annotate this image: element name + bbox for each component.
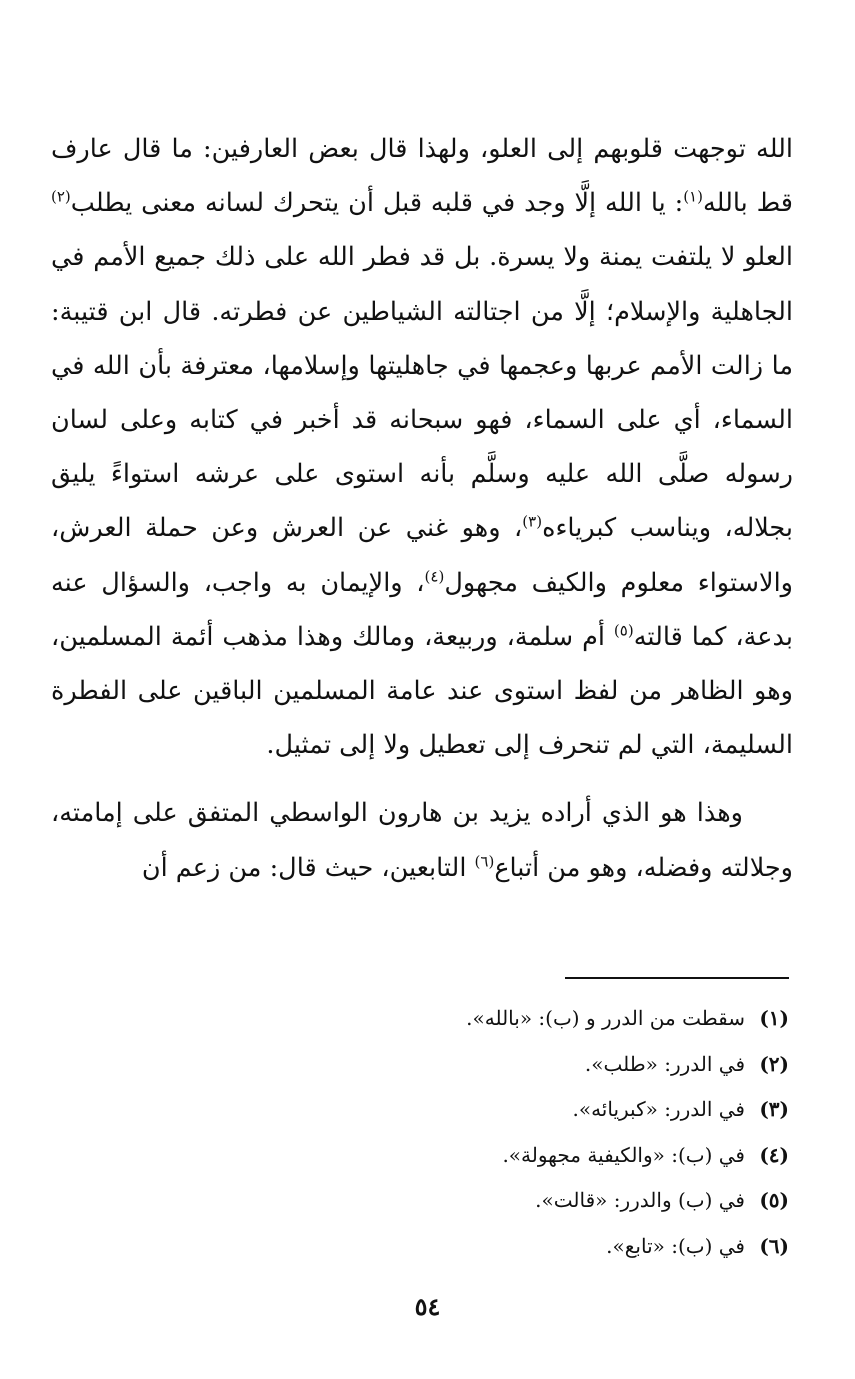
footnote-item <box>89 1133 789 1179</box>
footnote-text: في (ب) والدرر: «قالت». <box>535 1188 745 1212</box>
footnote-item <box>89 1224 789 1270</box>
footnote-number: (٢) <box>759 1051 789 1076</box>
text-run: العلو لا يلتفت يمنة ولا يسرة. بل قد فطر الله على ذلك جميع الأمم في الجاهلية والإسلام؛ إلَّا من اجتالته الشياطين عن فطرته. قال ابن قتيبة: ما زالت الأمم عربها وعجمها في جاهليتها وإسلامها، معترفة بأن الله في السماء، أي على السماء، فهو سبحانه قد أخبر في كتابه وعلى لسان رسوله صلَّى الله عليه وسلَّم بأنه استوى على عرشه استواءً يليق بجلاله، ويناسب كبرياءه <box>51 242 793 544</box>
page-number: ٥٤ <box>414 1292 441 1321</box>
footnote-item <box>89 996 789 1042</box>
footnote-number: (٣) <box>759 1097 789 1121</box>
text-run: ، وهو غني عن العرش وعن حملة العرش، والاستواء معلوم والكيف مجهول <box>51 513 793 598</box>
footnotes-list <box>89 996 789 1269</box>
text-run: التابعين، حيث قال: من زعم أن <box>141 852 475 883</box>
footnote-reference: (٤) <box>424 567 445 586</box>
footnote-reference: (٥) <box>613 621 634 640</box>
text-run: : يا الله إلَّا وجد في قلبه قبل أن يتحرك لسانه معنى يطلب <box>70 188 684 219</box>
footnote-item <box>89 1087 789 1133</box>
footnote-number: (٤) <box>759 1142 789 1167</box>
footnote-reference: (١) <box>683 187 703 206</box>
footnote-reference: (٢) <box>51 187 71 206</box>
footnote-number: (١) <box>759 1006 789 1030</box>
text-run: الله توجهت قلوبهم إلى العلو، ولهذا قال بعض العارفين: ما قال عارف قط بالله <box>51 134 793 219</box>
footnote-separator <box>565 977 789 979</box>
text-run: وهذا هو الذي أراده يزيد بن هارون الواسطي المتفق على إمامته، وجلالته وفضله، وهو من أتباع <box>51 798 793 883</box>
main-text <box>51 122 793 895</box>
paragraph-1 <box>51 122 793 772</box>
footnote-reference: (٦) <box>474 852 495 871</box>
footnote-reference: (٣) <box>522 512 543 531</box>
footnote-text: في (ب): «والكيفية مجهولة». <box>502 1142 745 1167</box>
text-run: ، والإيمان به واجب، والسؤال عنه بدعة، كما قالته <box>51 567 793 652</box>
footnote-text: في الدرر: «كبريائه». <box>572 1097 745 1121</box>
footnote-text: في (ب): «تابع». <box>606 1233 745 1258</box>
footnote-item <box>89 1042 789 1088</box>
text-run: أم سلمة، وربيعة، ومالك وهذا مذهب أئمة المسلمين، وهو الظاهر من لفظ استوى عند عامة المسلمين الباقين على الفطرة السليمة، التي لم تنحرف إلى تعطيل ولا إلى تمثيل. <box>51 621 793 761</box>
footnote-number: (٥) <box>759 1188 789 1212</box>
footnote-item <box>89 1178 789 1224</box>
footnote-text: في الدرر: «طلب». <box>584 1051 745 1076</box>
footnote-text: سقطت من الدرر و (ب): «بالله». <box>466 1006 745 1030</box>
footnote-number: (٦) <box>759 1233 789 1258</box>
paragraph-2 <box>51 786 793 894</box>
